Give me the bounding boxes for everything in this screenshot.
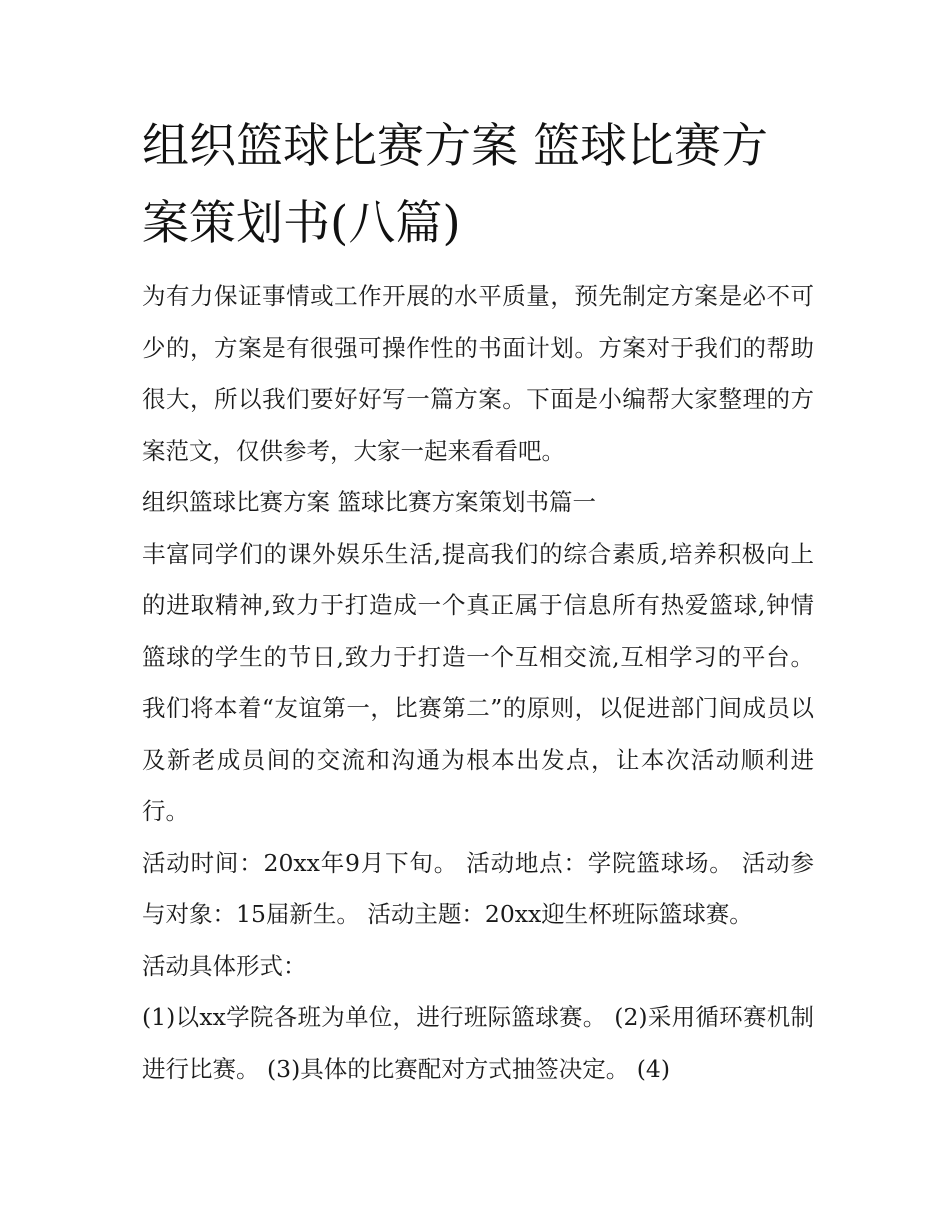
body-paragraph-purpose: 丰富同学们的课外娱乐生活,提高我们的综合素质,培养积极向上的进取精神,致力于打造成一个真正属于信息所有热爱篮球,钟情篮球的学生的节日,致力于打造一个互相交流,互相学习的平台。我们将本着“友谊第一，比赛第二”的原则，以促进部门间成员以及新老成员间的交流和沟通为根本出发点，让本次活动顺利进行。 bbox=[142, 539, 814, 825]
section-heading: 组织篮球比赛方案 篮球比赛方案策划书篇一 bbox=[142, 488, 596, 516]
body-paragraph-format-list: (1)以xx学院各班为单位，进行班际篮球赛。 (2)采用循环赛机制进行比赛。 (3)具体的比赛配对方式抽签决定。 (4) bbox=[142, 1003, 814, 1083]
body-paragraph-details: 活动时间：20xx年9月下旬。 活动地点：学院篮球场。 活动参与对象：15届新生。 活动主题：20xx迎生杯班际篮球赛。 bbox=[142, 848, 814, 928]
document-page bbox=[142, 108, 814, 1095]
intro-paragraph: 为有力保证事情或工作开展的水平质量，预先制定方案是必不可少的，方案是有很强可操作性的书面计划。方案对于我们的帮助很大，所以我们要好好写一篇方案。下面是小编帮大家整理的方案范文，仅供参考，大家一起来看看吧。 bbox=[142, 282, 814, 465]
document-title: 组织篮球比赛方案 篮球比赛方案策划书(八篇) bbox=[142, 119, 768, 251]
body-paragraph-format-label: 活动具体形式： bbox=[142, 951, 307, 980]
